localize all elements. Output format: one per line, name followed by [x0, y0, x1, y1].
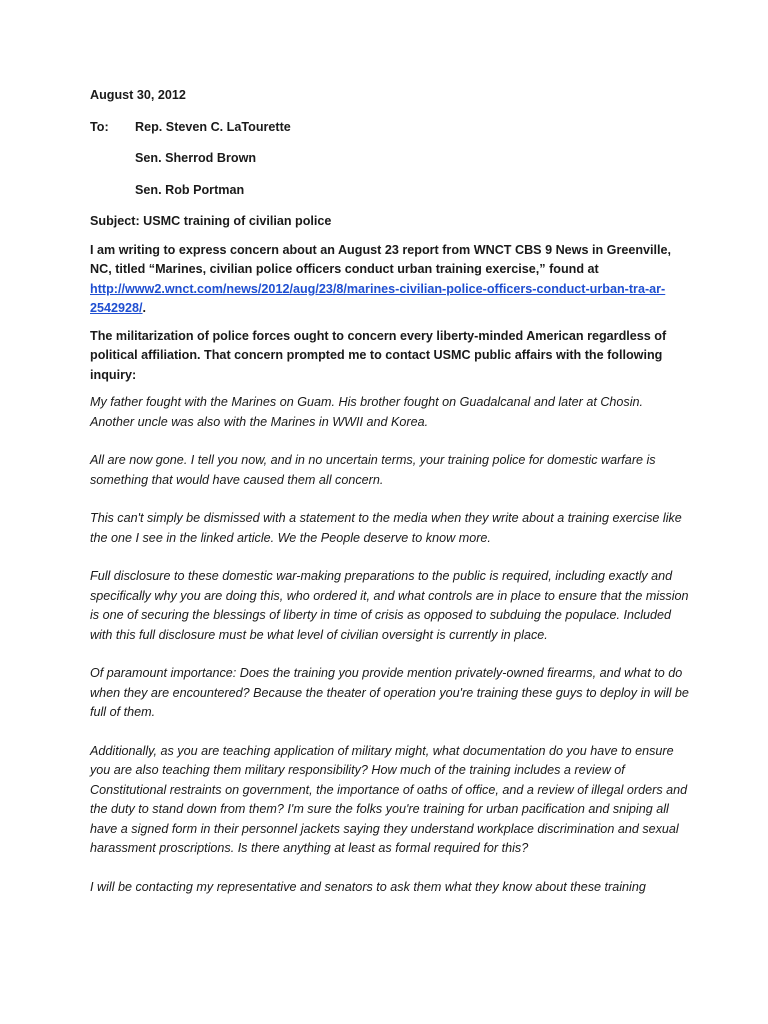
letter-date: August 30, 2012 [90, 88, 186, 102]
letter-page [90, 86, 690, 916]
to-row [90, 118, 690, 138]
quote-paragraph-4: Full disclosure to these domestic war-making preparations to the public is required, including exactly and specifically why you are doing this, who ordered it, and what controls are in place to ensure that the mission is one of securing the blessings of liberty in time of crisis as opposed to subduing the populace. Included with this full disclosure must be what level of civilian oversight is currently in place. [90, 569, 689, 642]
quote-paragraph-1: My father fought with the Marines on Guam. His brother fought on Guadalcanal and later at Chosin. Another uncle was also with the Marines in WWII and Korea. [90, 395, 644, 429]
quote-paragraph-7: I will be contacting my representative and senators to ask them what they know about these training [90, 879, 646, 894]
quote-paragraph-3: This can't simply be dismissed with a statement to the media when they write about a training exercise like the one I see in the linked article. We the People deserve to know more. [90, 511, 682, 545]
quote-paragraph-6: Additionally, as you are teaching application of military might, what documentation do you have to ensure you are also teaching them military responsibility? How much of the training includes a review of Constitutional restraints on government, the importance of oaths of office, and a review of illegal orders and the duty to stand down from them? I'm sure the folks you're training for urban pacification and sniping all have a signed form in their personnel jackets saying they understand workplace discrimination and sexual harassment proscriptions. Is there anything at least as formal required for this? [90, 743, 688, 855]
quote-paragraph-2: All are now gone. I tell you now, and in no uncertain terms, your training police for domestic warfare is something that would have caused them all concern. [90, 453, 656, 487]
recipient-1: Rep. Steven C. LaTourette [135, 119, 291, 134]
militarization-paragraph: The militarization of police forces ought to concern every liberty-minded American regardless of political affiliation. That concern prompted me to contact USMC public affairs with the following inquiry: [90, 328, 667, 382]
quote-paragraph-5: Of paramount importance: Does the training you provide mention privately-owned firearms, and what to do when they are encountered? Because the theater of operation you're training these guys to deploy in will be full of them. [90, 666, 689, 719]
to-label: To: [90, 119, 109, 134]
article-link[interactable]: http://www2.wnct.com/news/2012/aug/23/8/marines-civilian-police-officers-conduct-urban-tra-ar-2542928/ [90, 281, 666, 315]
subject-line: Subject: USMC training of civilian police [90, 214, 332, 228]
recipient-2: Sen. Sherrod Brown [135, 151, 257, 165]
recipient-3: Sen. Rob Portman [135, 182, 245, 197]
intro-end: . [142, 301, 147, 315]
intro-paragraph [90, 241, 690, 319]
intro-text: I am writing to express concern about an August 23 report from WNCT CBS 9 News in Greenville, NC, titled “Marines, civilian police officers conduct urban training exercise,” found at [90, 242, 672, 276]
